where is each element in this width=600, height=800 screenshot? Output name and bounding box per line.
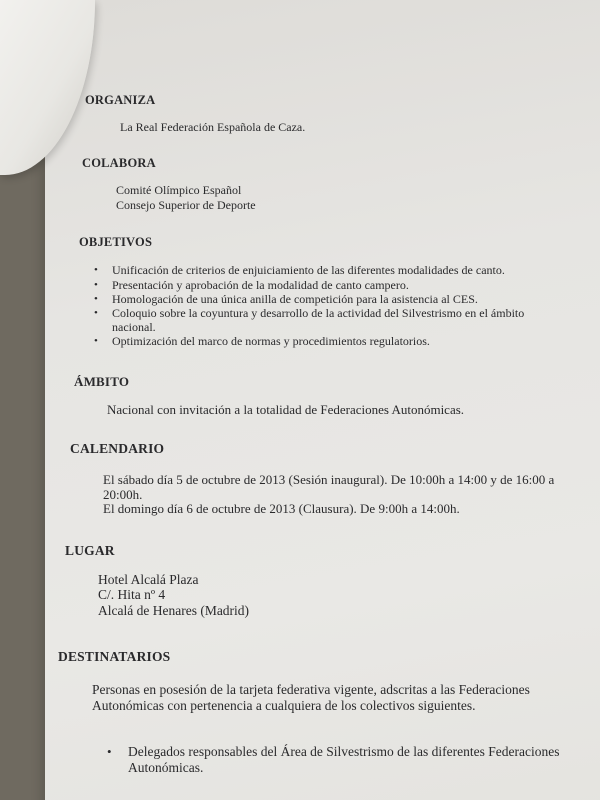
section-heading-destinatarios: DESTINATARIOS [58,649,171,664]
colabora-item: Consejo Superior de Deporte [116,198,256,212]
calendario-line: El domingo día 6 de octubre de 2013 (Clausura). De 9:00h a 14:00h. [103,501,460,516]
destinatarios-paragraph-line: Personas en posesión de la tarjeta federativa vigente, adscritas a las Federaciones [92,682,530,697]
lugar-line: Hotel Alcalá Plaza [98,572,199,587]
objetivo-line: Optimización del marco de normas y procedimientos regulatorios. [112,334,430,348]
lugar-line: Alcalá de Henares (Madrid) [98,603,250,618]
objetivo-line: Unificación de criterios de enjuiciamiento de las diferentes modalidades de canto. [112,263,505,277]
bullet-icon: • [94,307,98,319]
destinatarios-bullet-line: Delegados responsables del Área de Silvestrismo de las diferentes Federaciones [128,744,560,759]
organiza-text: La Real Federación Española de Caza. [120,120,306,134]
section-heading-organiza: ORGANIZA [85,93,156,107]
destinatarios-paragraph-line: Autonómicas con pertenencia a cualquiera de los colectivos siguientes. [92,698,476,713]
bullet-icon: • [94,279,98,291]
calendario-line: 20:00h. [103,487,143,502]
section-heading-colabora: COLABORA [82,156,156,170]
bullet-icon: • [107,744,112,759]
section-heading-calendario: CALENDARIO [70,441,165,456]
objetivo-line-continued: nacional. [112,320,156,334]
section-heading-objetivos: OBJETIVOS [79,235,153,249]
section-heading-ambito: ÁMBITO [74,374,130,389]
objetivo-line: Coloquio sobre la coyuntura y desarrollo de la actividad del Silvestrismo en el ámbito [112,306,525,320]
objetivo-line: Homologación de una única anilla de competición para la asistencia al CES. [112,292,478,306]
section-heading-lugar: LUGAR [65,543,115,558]
lugar-line: C/. Hita nº 4 [98,587,166,602]
bullet-icon: • [94,335,98,347]
objetivo-line: Presentación y aprobación de la modalidad de canto campero. [112,278,409,292]
destinatarios-bullet-line: Autonómicas. [128,760,204,775]
bullet-icon: • [94,264,98,276]
colabora-item: Comité Olímpico Español [116,183,242,197]
bullet-icon: • [94,293,98,305]
calendario-line: El sábado día 5 de octubre de 2013 (Sesión inaugural). De 10:00h a 14:00 y de 16:00 a [103,472,555,487]
ambito-text: Nacional con invitación a la totalidad de Federaciones Autonómicas. [107,402,465,417]
